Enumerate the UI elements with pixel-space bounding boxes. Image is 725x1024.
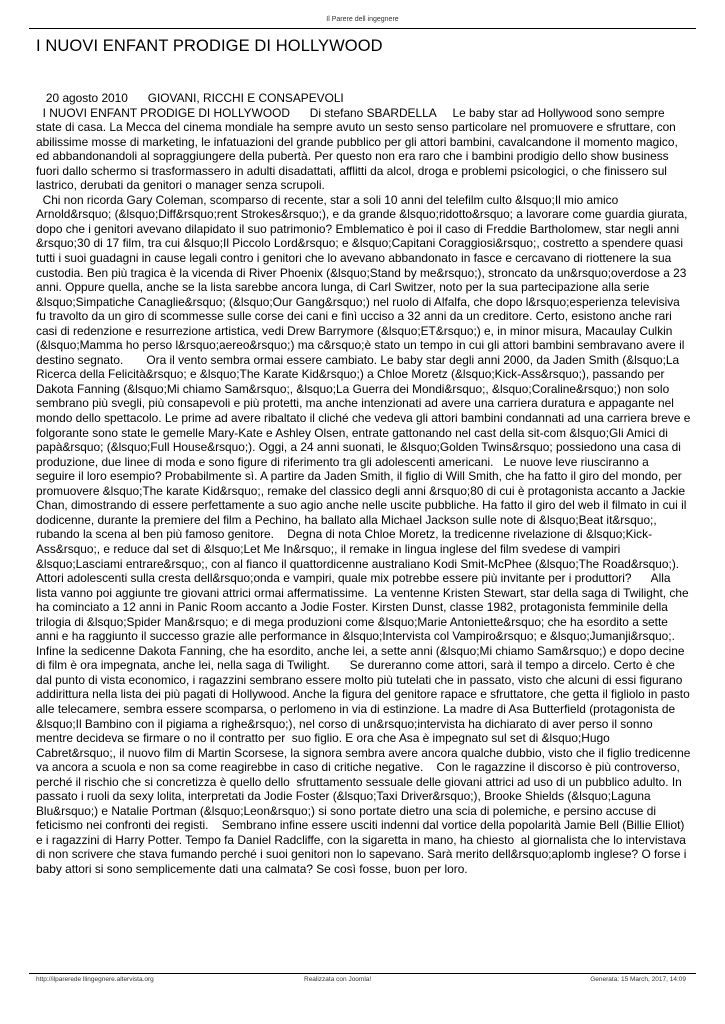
- article-paragraph-main: Chi non ricorda Gary Coleman, scomparso di recente, star a soli 10 anni del telefilm culto &lsquo;Il mio amico Arnold&rsquo; (&lsquo;Diff&rsquo;rent Strokes&rsquo;), e da grande &lsquo;ridotto&rsquo; a lavorare come guardia giurata, dopo che i genitori avevano dilapidato il suo patrimonio? Emblematico è poi il caso di Freddie Bartholomew, star negli anni &rsquo;30 di 17 film, tra cui &lsquo;Il Piccolo Lord&rsquo; e &lsquo;Capitani Coraggiosi&rsquo;, costretto a spendere quasi tutti i suoi guadagni in cause legali contro i genitori che lo avevano abbandonato in fasce e cercavano di riottenere la sua custodia. Ben più tragica è la vicenda di River Phoenix (&lsquo;Stand by me&rsquo;), stroncato da un&rsquo;overdose a 23 anni. Oppure quella, anche se la lista sarebbe ancora lunga, di Carl Switzer, noto per la sua partecipazione alla serie &lsquo;Simpatiche Canaglie&rsquo; (&lsquo;Our Gang&rsquo;) nel ruolo di Alfalfa, che dopo l&rsquo;esperienza televisiva fu travolto da un giro di scommesse sulle corse dei cani e finì ucciso a 32 anni da un creditore. Certo, esistono anche rari casi di redenzione e resurrezione artistica, vedi Drew Barrymore (&lsquo;ET&rsquo;) e, in minor misura, Macaulay Culkin (&lsquo;Mamma ho perso l&rsquo;aereo&rsquo;) ma c&rsquo;è stato un tempo in cui gli attori bambini sembravano avere il destino segnato. Ora il vento sembra ormai essere cambiato. Le baby star degli anni 2000, da Jaden Smith (&lsquo;La Ricerca della Felicità&rsquo; e &lsquo;The Karate Kid&rsquo;) a Chloe Moretz (&lsquo;Kick-Ass&rsquo;), passando per Dakota Fanning (&lsquo;Mi chiamo Sam&rsquo;, &lsquo;La Guerra dei Mondi&rsquo;, &lsquo;Coraline&rsquo;) non solo sembrano più svegli, più consapevoli e più protetti, ma anche intenzionati ad avere una carriera duratura e appagante nel mondo dello spettacolo. Le prime ad avere ribaltato il cliché che vedeva gli attori bambini condannati ad una carriera breve e folgorante sono state le gemelle Mary-Kate e Ashley Olsen, entrate gattonando nel cast della sit-com &lsquo;Gli Amici di papà&rsquo; (&lsquo;Full House&rsquo;). Oggi, a 24 anni suonati, le &lsquo;Golden Twins&rsquo; possiedono una casa di produzione, due linee di moda e sono figure di riferimento tra gli adolescenti americani. Le nuove leve riusciranno a seguire il loro esempio? Probabilmente sì. A partire da Jaden Smith, il figlio di Will Smith, che ha fatto il giro del mondo, per promuovere &lsquo;The karate Kid&rsquo;, remake del classico degli anni &rsquo;80 di cui è protagonista accanto a Jackie Chan, dimostrando di essere perfettamente a suo agio anche nelle uscite pubbliche. Ha fatto il giro del web il filmato in cui il dodicenne, durante la premiere del film a Pechino, ha ballato alla Michael Jackson sulle note di &lsquo;Beat it&rsquo;, rubando la scena al ben più famoso genitore. Degna di nota Chloe Moretz, la tredicenne rivelazione di &lsquo;Kick-Ass&rsquo;, e reduce dal set di &lsquo;Let Me In&rsquo;, il remake in lingua inglese del film svedese di vampiri &lsquo;Lasciami entrare&rsquo;, con al fianco il quattordicenne australiano Kodi Smit-McPhee (&lsquo;The Road&rsquo;). Attori adolescenti sulla cresta dell&rsquo;onda e vampiri, quale mix potrebbe essere più invitante per i produttori? Alla lista vanno poi aggiunte tre giovani attrici ormai affermatissime. La ventenne Kristen Stewart, star della saga di Twilight, che ha cominciato a 12 anni in Panic Room accanto a Jodie Foster. Kirsten Dunst, classe 1982, protagonista femminile della trilogia di &lsquo;Spider Man&rsquo; e di mega produzioni come &lsquo;Marie Antoniette&rsquo; che ha esordito a sette anni e ha raggiunto il successo grazie alle performance in &lsquo;Intervista col Vampiro&rsquo; e &lsquo;Jumanji&rsquo;. Infine la sedicenne Dakota Fanning, che ha esordito, anche lei, a sette anni (&lsquo;Mi chiamo Sam&rsquo;) e dopo decine di film è ora impegnata, anche lei, nella saga di Twilight. Se dureranno come attori, sarà il tempo a dircelo. Certo è che dal punto di vista economico, i ragazzini sembrano essere molto più tutelati che in passato, visto che alcuni di essi figurano addirittura nella lista dei più pagati di Hollywood. Anche la figura del genitore rapace e sfruttatore, che getta il figliolo in pasto alle telecamere, sembra essere scomparsa, o perlomeno in via di estinzione. La madre di Asa Butterfield (protagonista de &lsquo;Il Bambino con il pigiama a righe&rsquo;), nel corso di un&rsquo;intervista ha dichiarato di aver perso il sonno mentre decideva se firmare o no il contratto per suo figlio. E ora che Asa è impegnato sul set di &lsquo;Hugo Cabret&rsquo;, il nuovo film di Martin Scorsese, la signora sembra avere ancora qualche dubbio, visto che il figlio tredicenne va ancora a scuola e non sa come reagirebbe in caso di critiche negative. Con le ragazzine il discorso è più controverso, perché il rischio che si concretizza è quello dello sfruttamento sessuale delle giovani attrici ad uso di un pubblico adulto. In passato i ruoli da sexy lolita, interpretati da Jodie Foster (&lsquo;Taxi Driver&rsquo;), Brooke Shields (&lsquo;Laguna Blu&rsquo;) e Natalie Portman (&lsquo;Leon&rsquo;) si sono portate dietro una scia di polemiche, e persino accuse di feticismo nei confronti dei registi. Sembrano infine essere usciti indenni dal vortice della popolarità Jamie Bell (Billie Elliot) e i ragazzini di Harry Potter. Tempo fa Daniel Radcliffe, con la sigaretta in mano, ha chiesto al giornalista che lo intervistava di non scrivere che stava fumando perché i suoi genitori non lo sapevano. Sarà merito dell&rsquo;aplomb inglese? O forse i baby attori si sono semplicemente dati una calmata? Se così fosse, buon per loro.: [36, 192, 694, 876]
- article-dateline: 20 agosto 2010 GIOVANI, RICCHI E CONSAPEVOLI: [36, 91, 344, 105]
- page-title: I NUOVI ENFANT PRODIGE DI HOLLYWOOD: [36, 37, 383, 55]
- footer-generated-date: Generata: 15 March, 2017, 14:09: [590, 976, 686, 983]
- site-header: Il Parere dell ingegnere: [326, 16, 399, 23]
- article-paragraph-intro: I NUOVI ENFANT PRODIGE DI HOLLYWOOD Di stefano SBARDELLA Le baby star ad Hollywood sono sempre state di casa. La Mecca del cinema mondiale ha sempre avuto un sesto senso particolare nel promuovere e sfruttare, con abilissime mosse di marketing, le infatuazioni del grande pubblico per gli attori bambini, cavalcandone il momento magico, ed abbandonandoli al sopraggiungere della pubertà. Per questo non era raro che i bambini prodigio dello show business fuori dallo schermo si trasformassero in adulti disadattati, afflitti da alcol, droga e problemi psicologici, o che finissero sul lastrico, derubati da genitori o manager senza scrupoli.: [36, 105, 682, 193]
- article-body: [36, 91, 694, 877]
- footer-powered-by: Realizzata con Joomla!: [304, 976, 372, 983]
- footer-site-url[interactable]: http://ilparerede llingegnere.altervista.org: [36, 976, 154, 983]
- header-divider: [29, 28, 696, 29]
- footer-divider: [29, 973, 696, 974]
